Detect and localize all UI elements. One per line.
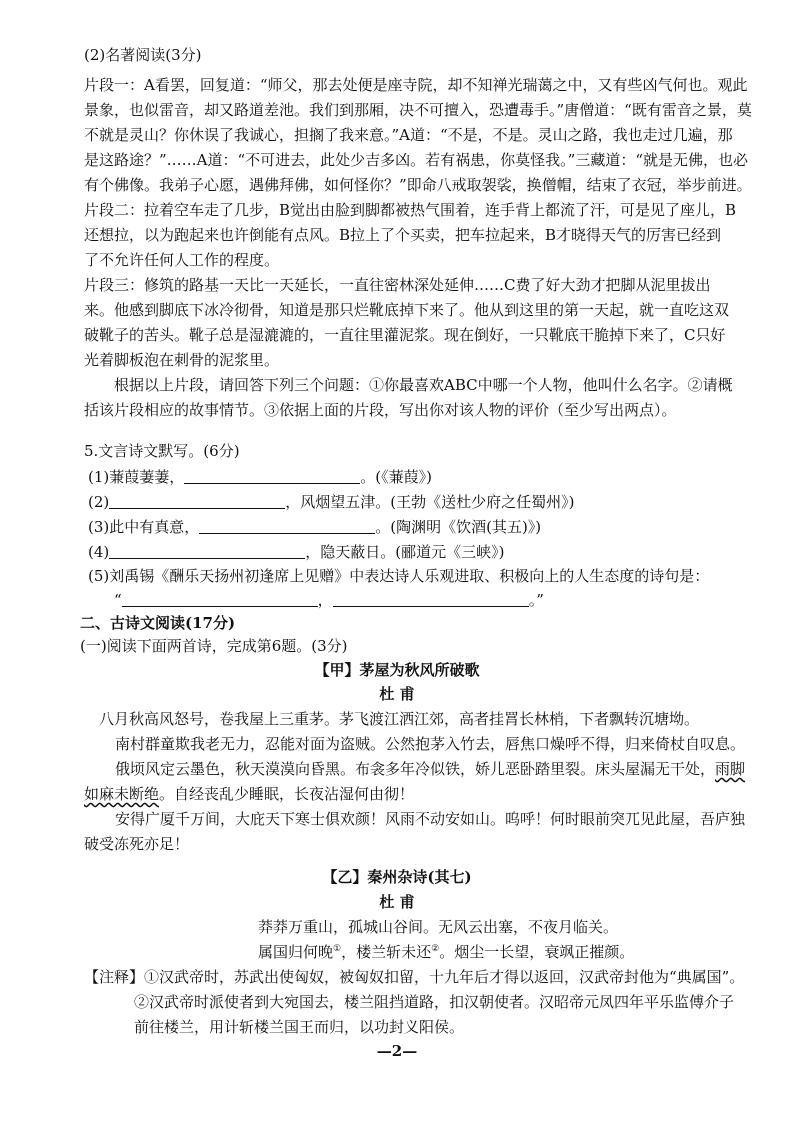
poem-jia-line: 安得广厦千万间，大庇天下寒士俱欢颜！风雨不动安如山。呜呼！何时眼前突兀见此屋，吾庐独: [115, 810, 746, 828]
answer-blank[interactable]: [109, 544, 305, 559]
q2-task-line: 括该片段相应的故事情节。③依据上面的片段，写出你对该人物的评价（至少写出两点）。: [84, 401, 677, 419]
poem-jia-title: 【甲】茅屋为秋风所破歌: [314, 661, 480, 679]
q5-item-1: (1)蒹葭萋萋， 。(《蒹葭》): [88, 468, 432, 486]
q2-heading: (2)名著阅读(3分): [84, 46, 202, 64]
wavy-underlined-phrase: 雨脚: [715, 760, 746, 778]
page-number: —2—: [376, 1042, 418, 1060]
fragment2-line: 片段二：拉着空车走了几步，B觉出由脸到脚都被热气围着，连手背上都流了汗，可是见了座儿，B: [84, 201, 737, 219]
fragment1-line: 有个佛像。我弟子心愿，遇佛拜佛，如何怪你？”即命八戒取袈裟，换僧帽，结束了衣冠，举步前进。: [84, 176, 752, 194]
q2-task-line: 根据以上片段，请回答下列三个问题：①你最喜欢ABC中哪一个人物，他叫什么名字。②请概: [114, 376, 733, 394]
poem-yi-line: 属国归何晚①，楼兰斩未还②。烟尘一长望，衰飒正摧颜。: [258, 943, 635, 961]
fragment2-line: 了不允许任何人工作的程度。: [84, 251, 280, 269]
q5-item-5-answer: “ ， 。”: [114, 591, 544, 609]
q5-item-2: (2) ，风烟望五津。(王勃《送杜少府之任蜀州》): [88, 493, 575, 511]
fragment3-line: 破靴子的苦头。靴子总是湿漉漉的，一直往里灌泥浆。现在倒好，一只靴底干脆掉下来了，C只好: [84, 326, 726, 344]
annotation-2: ②汉武帝时派使者到大宛国去，楼兰阻挡道路，扣汉朝使者。汉昭帝元凤四年平乐监傅介子: [134, 993, 735, 1011]
poem-yi-title: 【乙】秦州杂诗(其七): [322, 868, 472, 886]
fragment3-line: 光着脚板泡在刺骨的泥浆里。: [84, 351, 280, 369]
q5-item-3: (3)此中有真意， 。(陶渊明《饮酒(其五)》): [88, 518, 542, 536]
section2-subheading: (一)阅读下面两首诗，完成第6题。(3分): [80, 637, 348, 655]
fragment3-line: 来。他感到脚底下冰冷彻骨，知道是那只烂靴底掉下来了。他从到这里的第一天起，就一直吃这双: [84, 301, 730, 319]
answer-blank[interactable]: [109, 494, 285, 509]
wavy-underlined-phrase: 如麻未断绝: [84, 785, 160, 803]
answer-blank[interactable]: [333, 592, 529, 607]
poem-jia-line: 破受冻死亦足！: [84, 835, 190, 853]
poem-yi-line: 莽莽万重山，孤城山谷间。无风云出塞，不夜月临关。: [258, 918, 619, 936]
footnote-marker: ②: [431, 944, 440, 954]
section2-heading: 二、古诗文阅读(17分): [80, 614, 236, 632]
poem-jia-author: 杜 甫: [379, 685, 415, 703]
answer-blank[interactable]: [199, 519, 375, 534]
footnote-marker: ①: [333, 944, 342, 954]
fragment2-line: 还想拉，以为跑起来也许倒能有点风。B拉上了个买卖，把车拉起来，B才晓得天气的厉害已经到: [84, 226, 722, 244]
answer-blank[interactable]: [184, 469, 360, 484]
q5-item-4: (4) ，隐天蔽日。(郦道元《三峡》): [88, 543, 505, 561]
answer-blank[interactable]: [122, 592, 318, 607]
q5-item-5: (5)刘禹锡《酬乐天扬州初逢席上见赠》中表达诗人乐观进取、积极向上的人生态度的诗句是：: [88, 567, 710, 585]
poem-jia-line: 俄顷风定云墨色，秋天漠漠向昏黑。布衾多年冷似铁，娇儿恶卧踏里裂。床头屋漏无干处，雨脚: [115, 760, 746, 778]
annotation-2-cont: 前往楼兰，用计斩楼兰国王而归，以功封义阳侯。: [134, 1018, 465, 1036]
fragment1-line: 是这路途？”……A道：“不可进去，此处少吉多凶。若有祸患，你莫怪我。”三藏道：“就是无佛，也必: [84, 151, 749, 169]
poem-jia-line: 八月秋高风怒号，卷我屋上三重茅。茅飞渡江洒江郊，高者挂罥长林梢，下者飘转沉塘坳。: [99, 710, 700, 728]
poem-jia-line: 南村群童欺我老无力，忍能对面为盗贼。公然抱茅入竹去，唇焦口燥呼不得，归来倚杖自叹息。: [115, 735, 746, 753]
poem-jia-line: 如麻未断绝。自经丧乱少睡眠，长夜沾湿何由彻！: [84, 785, 415, 803]
fragment1-line: 景象，也似雷音，却又路道差池。我们到那厢，决不可擅入，恐遭毒手。”唐僧道：“既有雷音之景，莫: [84, 101, 752, 119]
annotation-1: 【注释】①汉武帝时，苏武出使匈奴，被匈奴扣留，十九年后才得以返回，汉武帝封他为“典属国”。: [84, 968, 745, 986]
fragment1-line: 片段一：A看罢，回复道：“师父，那去处便是座寺院，却不知禅光瑞蔼之中，又有些凶气何也。观此: [84, 76, 748, 94]
poem-yi-author: 杜 甫: [379, 893, 415, 911]
fragment3-line: 片段三：修筑的路基一天比一天延长，一直往密林深处延伸……C费了好大劲才把脚从泥里拔出: [84, 276, 711, 294]
q5-heading: 5.文言诗文默写。(6分): [84, 442, 240, 460]
fragment1-line: 不就是灵山？你休误了我诚心，担搁了我来意。”A道：“不是，不是。灵山之路，我也走过几遍，那: [84, 126, 733, 144]
